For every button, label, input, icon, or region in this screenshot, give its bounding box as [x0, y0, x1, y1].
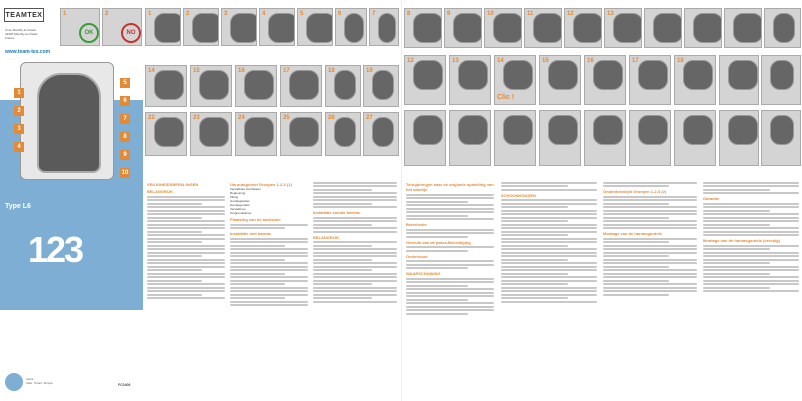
parts-item: Ontgrendelknop: [230, 211, 252, 215]
step-panel: 14: [145, 65, 187, 107]
figure-label: 9: [120, 150, 130, 160]
parts-item: Harnasgordels: [230, 203, 250, 207]
step-panel: 25: [280, 112, 322, 156]
no-icon: NO: [121, 23, 141, 43]
step-panel: [629, 110, 671, 166]
step-panel: [761, 110, 801, 166]
step-panel: [761, 55, 801, 105]
section-heading: Installatie zonder harnas: [313, 210, 360, 215]
step-panel: 18: [325, 65, 361, 107]
step-panel: 15: [190, 65, 232, 107]
step-panel: 6: [335, 8, 367, 46]
section-heading: Garantie: [703, 196, 720, 201]
subheading: Installatie met harnas: [230, 231, 271, 236]
step-panel: 22: [145, 112, 187, 156]
step-panel: 12: [564, 8, 602, 48]
step-panel: 17: [280, 65, 322, 107]
subheading: Onderhoud: [406, 253, 428, 259]
step-panel: 16: [584, 55, 626, 105]
clic-label: Clic !: [497, 94, 515, 101]
text-column-1: [147, 180, 225, 301]
step-panel: 13: [449, 55, 491, 105]
step-panel: [584, 110, 626, 166]
parts-item: Verstelknop: [230, 207, 246, 211]
text-column-6: [603, 180, 697, 297]
figure-label: 6: [120, 96, 130, 106]
step-panel: 24: [235, 112, 277, 156]
parts-item: Rugleuning: [230, 191, 246, 195]
figure-label: 7: [120, 114, 130, 124]
step-panel: 16: [235, 65, 277, 107]
step-panel: 14 Clic !: [494, 55, 536, 105]
step-panel: 27: [363, 112, 399, 156]
text-column-5: [501, 180, 597, 304]
step-panel: 4: [259, 8, 295, 46]
step-panel: 18: [674, 55, 716, 105]
subheading: BELANGRIJK: [147, 189, 174, 194]
brand-address: ZI de Marcilly-le-Chatel, 42600 Marcilly-le-Chatel, France: [5, 28, 39, 40]
step-panel: [449, 110, 491, 166]
brand-website[interactable]: www.team-tex.com: [5, 49, 51, 55]
brand-logo: TEAMTEX: [4, 8, 44, 22]
step-panel: 23: [190, 112, 232, 156]
figure-label: 5: [120, 78, 130, 88]
parts-item: Gordelgeleider: [230, 199, 250, 203]
step-panel: 8: [404, 8, 442, 48]
subheading: Montage van de harnasgordels: [603, 231, 662, 236]
text-column-3: [313, 180, 397, 304]
figure-label: 4: [14, 142, 24, 152]
subheading: Plaatsing van de autostoel: [230, 217, 281, 222]
ok-icon: OK: [79, 23, 99, 43]
step-panel: [724, 8, 762, 48]
parts-item: Verstelbare hoofdsteun: [230, 187, 261, 191]
right-page: [401, 0, 802, 401]
footer-brand: nania Safe. Smart. Simple.: [26, 377, 54, 385]
step-panel: 5: [297, 8, 333, 46]
section-heading: VEILIGHEIDSBEPALINGEN: [147, 182, 199, 187]
figure-label: 2: [14, 106, 24, 116]
nania-logo: [5, 373, 23, 391]
text-column-7: [703, 180, 799, 294]
step-panel: 9: [444, 8, 482, 48]
text-column-2: [230, 180, 308, 308]
figure-label: 10: [121, 170, 129, 176]
step-panel: 19: [363, 65, 399, 107]
subheading: Onderdelenlijst Groepen 1-2-3 (2): [603, 189, 667, 194]
subheading: Montage van de harnasgordels (vervolg): [703, 238, 780, 243]
step-panel: 3: [221, 8, 257, 46]
figure-label: 3: [14, 124, 24, 134]
step-panel: 11: [524, 8, 562, 48]
section-heading: SCHOONHOUDEN: [501, 192, 536, 198]
subheading: WAARSCHUWING: [406, 271, 441, 276]
step-panel: [719, 110, 759, 166]
step-panel: [539, 110, 581, 166]
step-panel: [494, 110, 536, 166]
step-panel: [719, 55, 759, 105]
step-panel: 17: [629, 55, 671, 105]
subheading: Gebruik van de pakra-Bevestiging: [406, 239, 471, 245]
subheading: BELANGRIJK: [313, 234, 340, 240]
group-number: 123: [28, 229, 83, 270]
step-panel: [644, 8, 682, 48]
step-panel: 15: [539, 55, 581, 105]
step-panel: 7: [369, 8, 399, 46]
text-column-4: [406, 180, 494, 316]
step-panel: [674, 110, 716, 166]
product-type: Type L6: [5, 203, 31, 210]
step-panel: 13: [604, 8, 642, 48]
document-code: FC0406: [118, 383, 131, 387]
step-panel: 2: [183, 8, 219, 46]
step-panel: 26: [325, 112, 361, 156]
step-panel: [684, 8, 722, 48]
parts-item: Zitting: [230, 195, 239, 199]
figure-label: 8: [120, 132, 130, 142]
subheading: Beterheide: [406, 222, 427, 227]
step-panel: 1 OK: [60, 8, 100, 46]
step-panel: 2 NO: [102, 8, 142, 46]
section-heading: Terugbrengen naar de originele opstelling van het stoeltje: [406, 182, 494, 192]
figure-label: 1: [14, 88, 24, 98]
section-heading: Uw autogordel Groepen 1-2-3 (1): [230, 182, 292, 187]
step-panel: 10: [484, 8, 522, 48]
car-seat-illustration: [20, 62, 114, 180]
step-panel: 1: [145, 8, 181, 46]
step-panel: [764, 8, 801, 48]
step-panel: 12: [404, 55, 446, 105]
step-panel: [404, 110, 446, 166]
